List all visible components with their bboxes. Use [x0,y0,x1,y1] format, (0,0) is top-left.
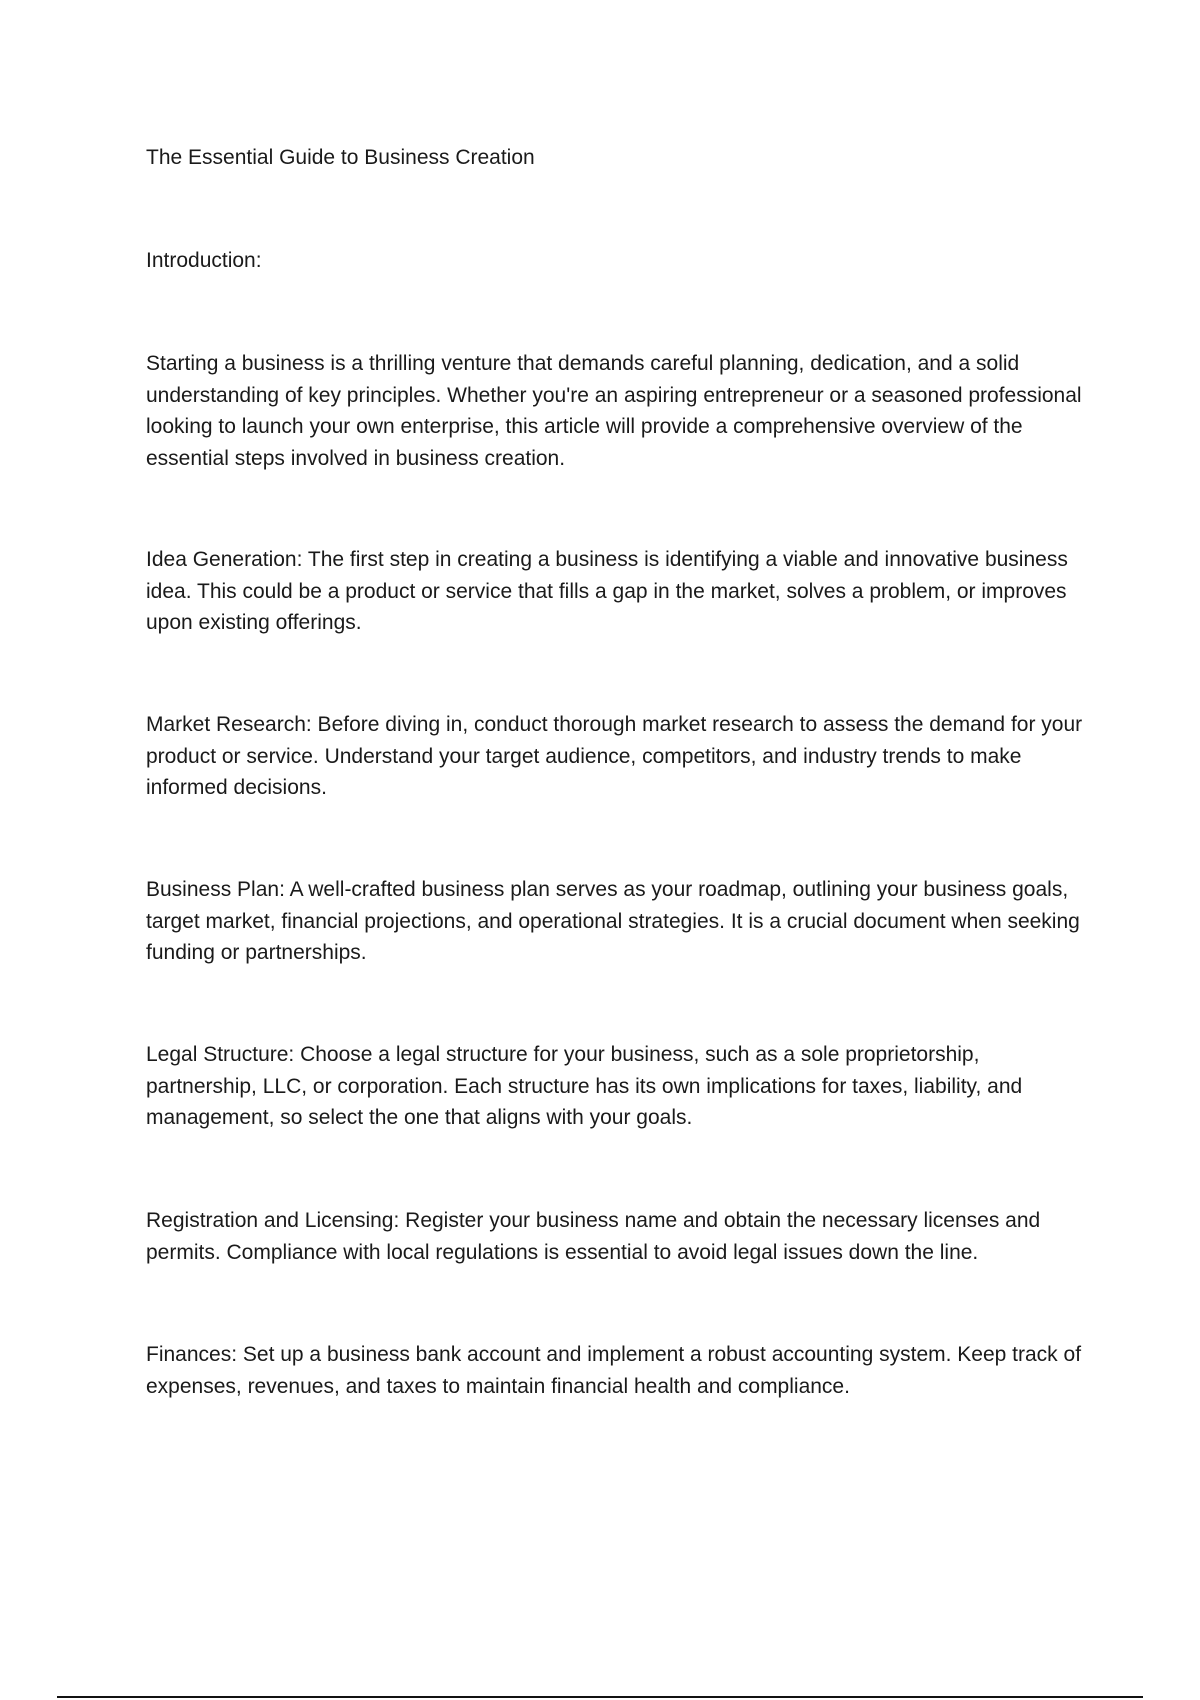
page-bottom-divider [57,1696,1143,1698]
introduction-heading: Introduction: [146,249,262,272]
paragraph-idea-generation: Idea Generation: The first step in creating a business is identifying a viable and innovative business idea. This could be a product or service that fills a gap in the market, solves a problem, or improves upon existing offerings. [146,548,1068,634]
paragraph-business-plan: Business Plan: A well-crafted business plan serves as your roadmap, outlining your business goals, target market, financial projections, and operational strategies. It is a crucial document when seeking funding or partnerships. [146,878,1080,964]
paragraph-registration-licensing: Registration and Licensing: Register your business name and obtain the necessary licenses and permits. Compliance with local regulations is essential to avoid legal issues down the line. [146,1209,1041,1264]
paragraph-introduction: Starting a business is a thrilling venture that demands careful planning, dedication, and a solid understanding of key principles. Whether you're an aspiring entrepreneur or a seasoned professional looking to launch your own enterprise, this article will provide a comprehensive overview of the essential steps involved in business creation. [146,352,1082,470]
paragraph-finances: Finances: Set up a business bank account and implement a robust accounting system. Keep track of expenses, revenues, and taxes to maintain financial health and compliance. [146,1343,1082,1398]
paragraph-legal-structure: Legal Structure: Choose a legal structure for your business, such as a sole proprietorship, partnership, LLC, or corporation. Each structure has its own implications for taxes, liability, and management, so select the one that aligns with your goals. [146,1043,1023,1129]
paragraph-market-research: Market Research: Before diving in, conduct thorough market research to assess the demand for your product or service. Understand your target audience, competitors, and industry trends to make informed decisions. [146,713,1083,799]
document-title: The Essential Guide to Business Creation [146,146,535,169]
